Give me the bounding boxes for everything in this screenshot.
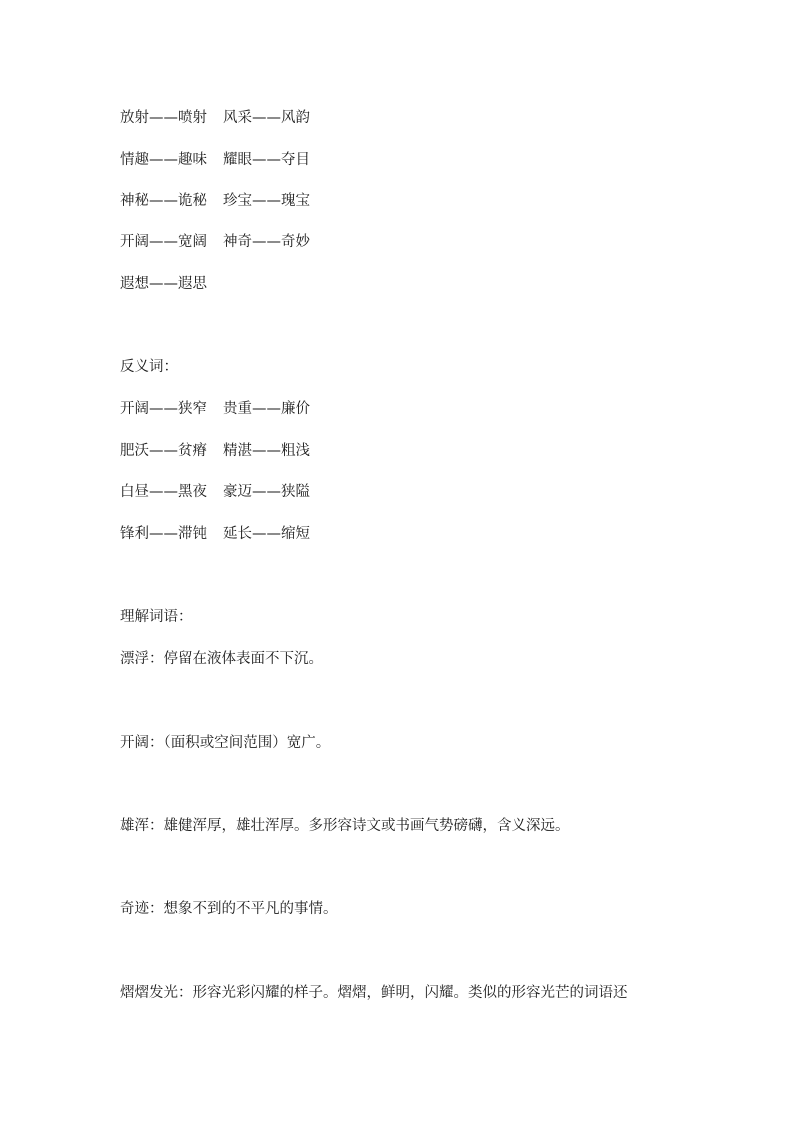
definition-entry: 熠熠发光：形容光彩闪耀的样子。熠熠，鲜明，闪耀。类似的形容光芒的词语还 — [120, 985, 628, 1001]
understanding-heading: 理解词语： — [120, 609, 193, 625]
definition-entry: 雄浑：雄健浑厚，雄壮浑厚。多形容诗文或书画气势磅礴，含义深远。 — [120, 818, 570, 834]
definition-entry: 奇迹：想象不到的不平凡的事情。 — [120, 901, 338, 917]
word-pair: 珍宝——瑰宝 — [223, 193, 310, 209]
word-pair: 锋利——滞钝 — [120, 526, 207, 542]
word-pair: 白昼——黑夜 — [120, 484, 207, 500]
synonym-row — [120, 150, 310, 170]
word-pair: 延长——缩短 — [223, 526, 310, 542]
word-pair: 放射——喷射 — [120, 110, 207, 126]
word-pair: 肥沃——贫瘠 — [120, 443, 207, 459]
synonym-row — [120, 232, 310, 252]
antonym-row — [120, 524, 310, 544]
antonym-row — [120, 399, 310, 419]
word-pair: 豪迈——狭隘 — [223, 484, 310, 500]
word-pair: 风采——风韵 — [223, 110, 310, 126]
antonym-row — [120, 441, 310, 461]
word-pair: 神奇——奇妙 — [223, 234, 310, 250]
word-pair: 开阔——狭窄 — [120, 401, 207, 417]
antonyms-heading: 反义词： — [120, 359, 178, 375]
antonym-row — [120, 482, 310, 502]
word-pair: 神秘——诡秘 — [120, 193, 207, 209]
synonym-row — [120, 108, 310, 128]
definition-entry: 开阔：（面积或空间范围）宽广。 — [120, 735, 331, 751]
word-pair: 遐想——遐思 — [120, 276, 207, 292]
definition-entry: 漂浮：停留在液体表面不下沉。 — [120, 651, 323, 667]
word-pair: 精湛——粗浅 — [223, 443, 310, 459]
word-pair: 贵重——廉价 — [223, 401, 310, 417]
synonym-row — [120, 274, 207, 294]
word-pair: 开阔——宽阔 — [120, 234, 207, 250]
word-pair: 耀眼——夺目 — [223, 152, 310, 168]
synonym-row — [120, 191, 310, 211]
word-pair: 情趣——趣味 — [120, 152, 207, 168]
